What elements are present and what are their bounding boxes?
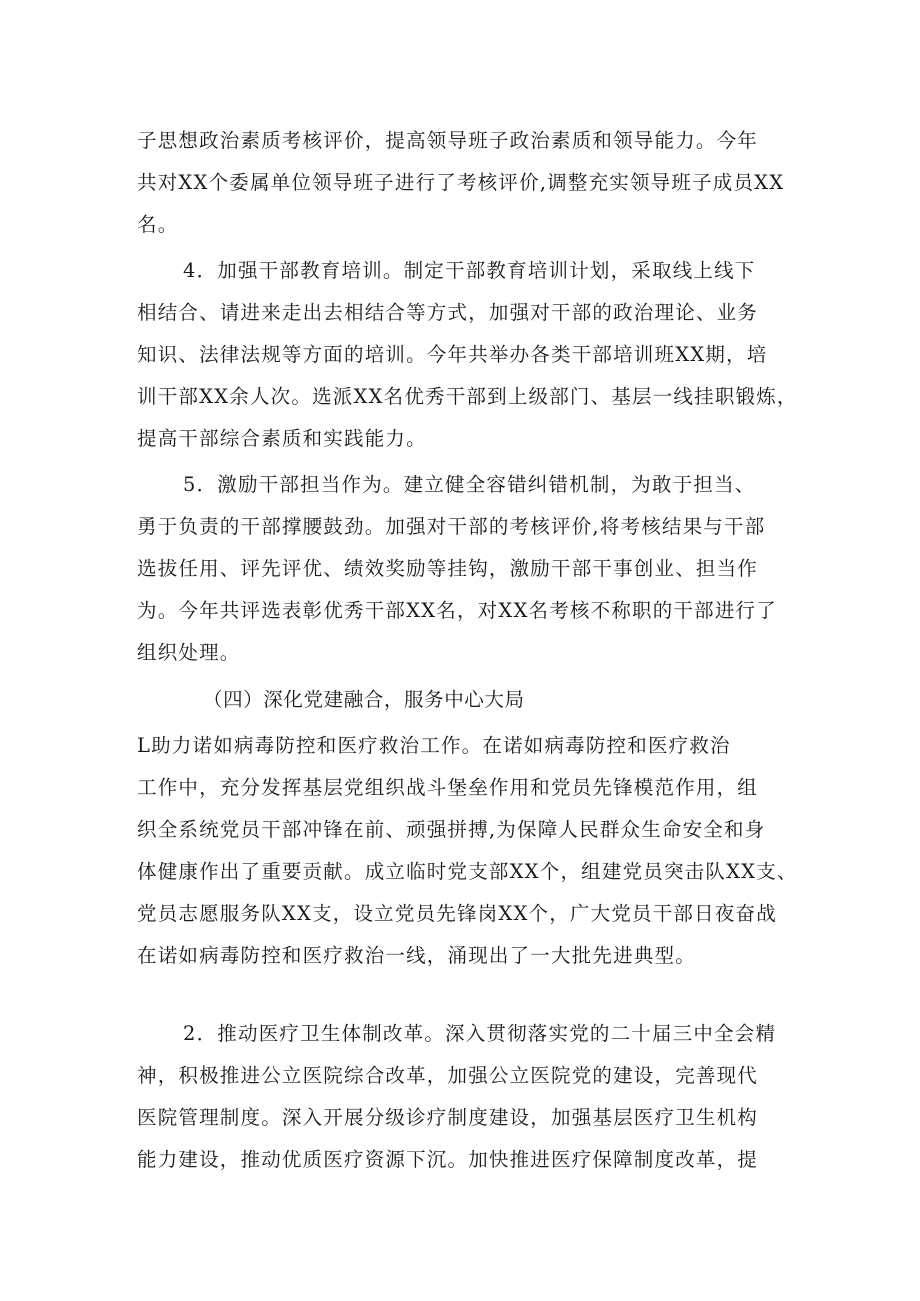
text-line: 神，积极推进公立医院综合改革，加强公立医院党的建设，完善现代 [137, 1064, 759, 1087]
section-heading: （四）深化党建融合，服务中心大局 [203, 688, 525, 711]
text-line: 织全系统党员干部冲锋在前、顽强拼搏,为保障人民群众生命安全和身 [137, 818, 766, 841]
text-line: 知识、法律法规等方面的培训。今年共举办各类干部培训班XX期，培 [137, 343, 768, 366]
text-line: 共对XX个委属单位领导班子进行了考核评价,调整充实领导班子成员XX [137, 171, 785, 194]
text-line: 能力建设，推动优质医疗资源下沉。加快推进医疗保障制度改革，提 [137, 1148, 759, 1171]
text-line: 5．激励干部担当作为。建立健全容错纠错机制，为敢于担当、 [183, 473, 756, 496]
text-line: 工作中，充分发挥基层党组织战斗堡垒作用和党员先锋模范作用，组 [137, 776, 759, 799]
text-line: 医院管理制度。深入开展分级诊疗制度建设，加强基层医疗卫生机构 [137, 1106, 759, 1129]
text-line: 2．推动医疗卫生体制改革。深入贯彻落实党的二十届三中全会精 [183, 1022, 777, 1045]
text-line: 名。 [137, 213, 179, 236]
text-line: 体健康作出了重要贡献。成立临时党支部XX个，组建党员突击队XX支、 [137, 860, 798, 883]
text-line: 为。今年共评选表彰优秀干部XX名，对XX名考核不称职的干部进行了 [137, 599, 777, 622]
text-line: 训干部XX余人次。选派XX名优秀干部到上级部门、基层一线挂职锻炼， [137, 385, 798, 408]
text-line: 党员志愿服务队XX支，设立党员先锋岗XX个，广大党员干部日夜奋战 [137, 902, 777, 925]
text-line: 4．加强干部教育培训。制定干部教育培训计划，采取线上线下 [183, 259, 756, 282]
text-line: 提高干部综合素质和实践能力。 [137, 427, 427, 450]
text-line: 组织处理。 [137, 641, 241, 664]
text-line: 在诺如病毒防控和医疗救治一线，涌现出了一大批先进典型。 [137, 944, 696, 967]
text-line: 选拔任用、评先评优、绩效奖励等挂钩，激励干部干事创业、担当作 [137, 557, 759, 580]
text-line: 相结合、请进来走出去相结合等方式，加强对干部的政治理论、业务 [137, 301, 759, 324]
text-line: 子思想政治素质考核评价，提高领导班子政治素质和领导能力。今年 [137, 129, 759, 152]
text-line: L助力诺如病毒防控和医疗救治工作。在诺如病毒防控和医疗救治 [137, 734, 731, 757]
text-line: 勇于负责的干部撑腰鼓劲。加强对干部的考核评价,将考核结果与干部 [137, 515, 766, 538]
